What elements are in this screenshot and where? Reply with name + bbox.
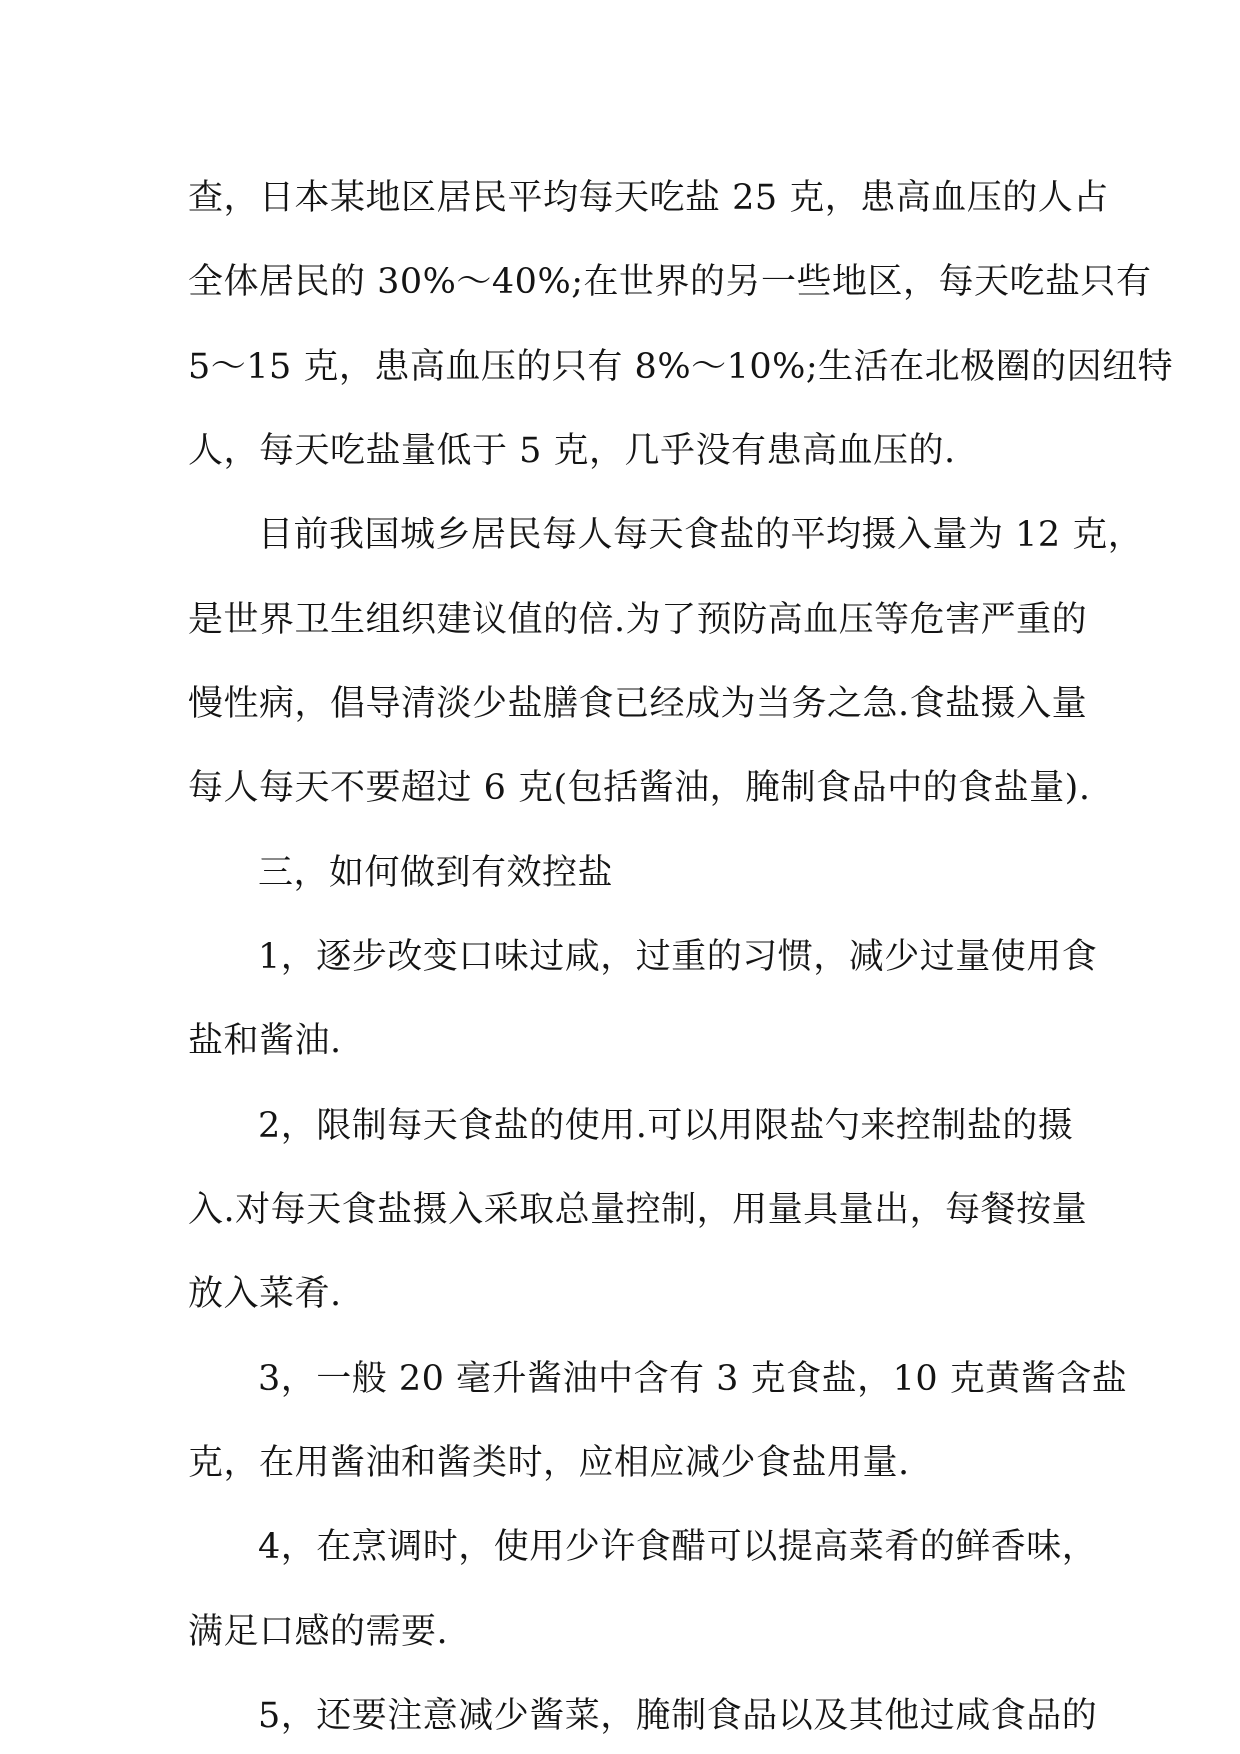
text-line: 慢性病，倡导清淡少盐膳食已经成为当务之急.食盐摄入量 (188, 684, 1088, 724)
text-line: 放入菜肴. (188, 1274, 342, 1314)
text-line: 2，限制每天食盐的使用.可以用限盐勺来控制盐的摄 (258, 1106, 1074, 1146)
text-line: 人，每天吃盐量低于 5 克，几乎没有患高血压的. (188, 431, 956, 471)
text-line: 1，逐步改变口味过咸，过重的习惯，减少过量使用食 (258, 937, 1098, 977)
text-line: 5～15 克，患高血压的只有 8%～10%;生活在北极圈的因纽特 (188, 347, 1174, 387)
text-line: 每人每天不要超过 6 克(包括酱油，腌制食品中的食盐量). (188, 768, 1091, 808)
text-line: 克，在用酱油和酱类时，应相应减少食盐用量. (188, 1443, 910, 1483)
text-line: 入.对每天食盐摄入采取总量控制，用量具量出，每餐按量 (188, 1190, 1088, 1230)
text-line: 满足口感的需要. (188, 1612, 449, 1652)
text-line: 3，一般 20 毫升酱油中含有 3 克食盐，10 克黄酱含盐 (258, 1359, 1128, 1399)
text-line: 查，日本某地区居民平均每天吃盐 25 克，患高血压的人占 (188, 178, 1109, 218)
text-line: 盐和酱油. (188, 1021, 342, 1061)
text-line: 是世界卫生组织建议值的倍.为了预防高血压等危害严重的 (188, 600, 1088, 640)
text-line: 全体居民的 30%～40%;在世界的另一些地区，每天吃盐只有 (188, 262, 1152, 302)
text-line: 4，在烹调时，使用少许食醋可以提高菜肴的鲜香味， (258, 1527, 1098, 1567)
section-heading: 三，如何做到有效控盐 (258, 853, 614, 893)
text-line: 5，还要注意减少酱菜，腌制食品以及其他过咸食品的 (258, 1696, 1098, 1736)
text-line: 目前我国城乡居民每人每天食盐的平均摄入量为 12 克， (258, 515, 1144, 555)
